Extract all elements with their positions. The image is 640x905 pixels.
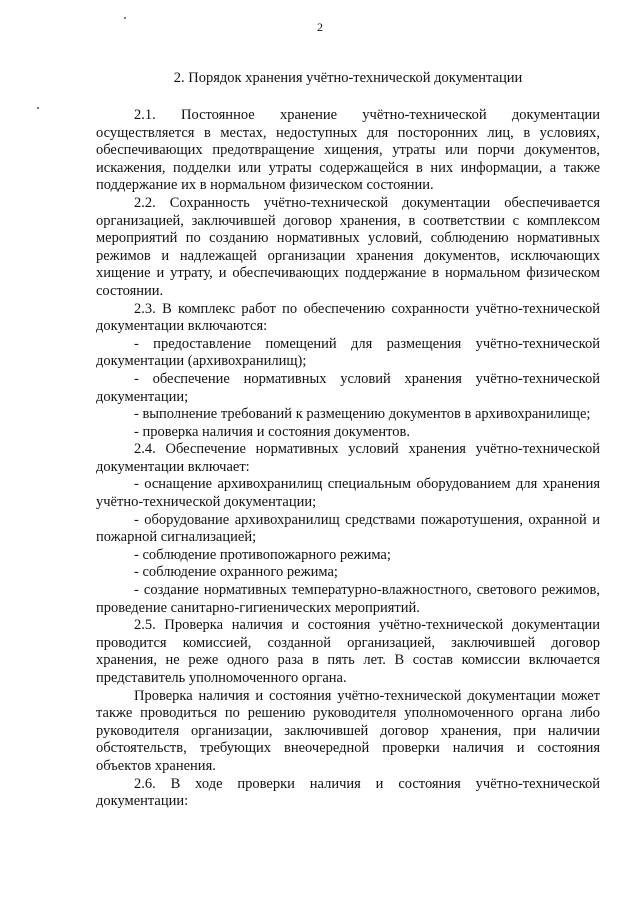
scan-speck xyxy=(37,107,39,109)
list-item: - обеспечение нормативных условий хранения учётно-технической документации; xyxy=(96,370,600,405)
list-item: - выполнение требований к размещению документов в архивохранилище; xyxy=(134,406,591,423)
document-body xyxy=(96,107,600,811)
paragraph-2-4: 2.4. Обеспечение нормативных условий хранения учётно-технической документации включает: xyxy=(96,441,600,475)
paragraph-2-5: 2.5. Проверка наличия и состояния учётно-технической документации проводится комиссией, созданной организацией, заключившей договор хранения, не реже одного раза в пять лет. В состав комиссии включается представитель уполномоченного органа. xyxy=(96,617,600,686)
paragraph-2-2: 2.2. Сохранность учётно-технической документации обеспечивается организацией, заключившей договор хранения, в соответствии с комплексом мероприятий по созданию нормативных условий, соблюдению нормативных режимов и надлежащей организации хранения документов, исключающих хищение и утрату, и обеспечивающих поддержание в нормальном физическом состоянии. xyxy=(96,194,600,299)
list-item: - предоставление помещений для размещения учётно-технической документации (архивохранилищ); xyxy=(96,335,600,370)
paragraph-2-3: 2.3. В комплекс работ по обеспечению сохранности учётно-технической документации включаются: xyxy=(96,300,600,335)
scan-speck xyxy=(124,17,126,19)
list-item: - проверка наличия и состояния документов. xyxy=(134,423,410,440)
list-item: - оснащение архивохранилищ специальным оборудованием для хранения учётно-технической документации; xyxy=(96,476,600,511)
list-item: - создание нормативных температурно-влажностного, светового режимов, проведение санитарно-гигиенических мероприятий. xyxy=(96,582,600,616)
page-number: 2 xyxy=(317,20,323,34)
list-item: - соблюдение охранного режима; xyxy=(134,564,338,581)
list-item: - оборудование архивохранилищ средствами пожаротушения, охранной и пожарной сигнализацией; xyxy=(96,511,600,546)
section-heading: 2. Порядок хранения учётно-технической документации xyxy=(173,70,523,86)
paragraph-2-1: 2.1. Постоянное хранение учётно-технической документации осуществляется в местах, недоступных для посторонних лиц, в условиях, обеспечивающих предотвращение хищения, утраты или порчи документов, искажения, подделки или утраты содержащейся в них информации, а также поддержание их в нормальном физическом состоянии. xyxy=(96,107,600,194)
list-item: - соблюдение противопожарного режима; xyxy=(134,546,391,563)
paragraph-2-6: 2.6. В ходе проверки наличия и состояния учётно-технической документации: xyxy=(96,775,600,810)
paragraph-2-5-continued: Проверка наличия и состояния учётно-технической документации может также проводиться по решению руководителя уполномоченного органа либо руководителя организации, заключившей договор хранения, при наличии обстоятельств, требующих внеочередной проверки наличия и состояния объектов хранения. xyxy=(96,687,600,774)
